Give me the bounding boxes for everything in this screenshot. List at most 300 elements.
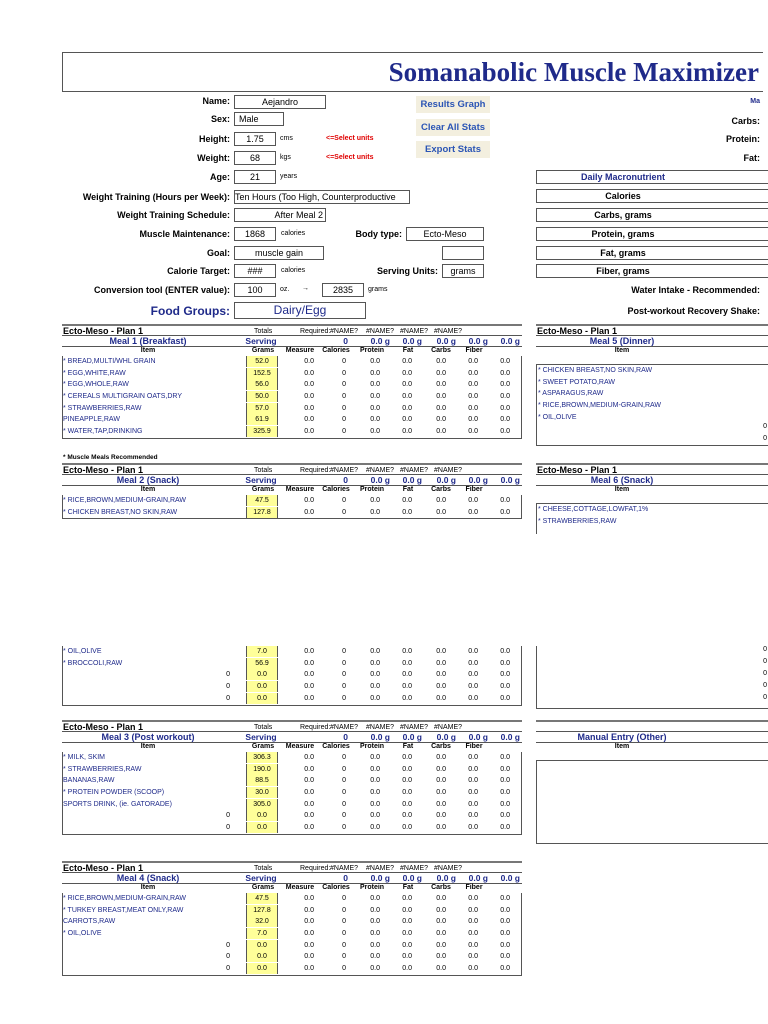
item-name[interactable]: * PROTEIN POWDER (SCOOP) xyxy=(63,789,165,797)
name-error: #NAME? xyxy=(330,467,359,474)
item-name[interactable]: * MILK, SKIM xyxy=(63,754,106,761)
item-name[interactable]: SPORTS DRINK, (ie. GATORADE) xyxy=(63,800,172,808)
list-item[interactable]: * SWEET POTATO,RAW xyxy=(538,378,616,386)
name-label: Name: xyxy=(202,96,230,106)
totals-label: Totals xyxy=(254,328,273,335)
macro-value: 0.0 xyxy=(500,800,510,808)
macro-value: 0.0 xyxy=(468,497,478,504)
calories-total: 0 xyxy=(343,336,348,346)
col-header: Fiber xyxy=(465,884,483,891)
macro-value: 0.0 xyxy=(370,671,380,679)
zero-value: 0 xyxy=(226,953,230,961)
macro-value: 0.0 xyxy=(500,754,510,761)
macro-value: 0.0 xyxy=(436,824,446,832)
calories-total: 0 xyxy=(343,475,348,485)
name-field[interactable]: Aejandro xyxy=(234,95,326,109)
macro-value: 0.0 xyxy=(402,404,412,412)
age-field[interactable]: 21 xyxy=(234,170,276,184)
col-header: Fat xyxy=(402,347,414,354)
table-row[interactable] xyxy=(62,669,522,681)
table-row[interactable] xyxy=(62,414,522,426)
water-intake-label: Water Intake - Recommended: xyxy=(631,285,760,295)
goal-field[interactable]: muscle gain xyxy=(234,246,324,260)
table-row[interactable] xyxy=(62,507,522,519)
calories-value: 0 xyxy=(342,800,346,808)
macro-value: 0.0 xyxy=(500,508,510,516)
col-header: Item xyxy=(140,743,156,750)
macro-header: Ma xyxy=(750,98,760,105)
macro-value: 0.0 xyxy=(370,754,380,761)
plan-name: Ecto-Meso - Plan 1 xyxy=(63,465,144,475)
zero-value: 0 xyxy=(226,824,230,832)
meal6-items xyxy=(536,503,768,534)
item-name[interactable]: * BROCCOLI,RAW xyxy=(63,659,123,667)
table-row[interactable] xyxy=(62,658,522,670)
table-row[interactable] xyxy=(62,764,522,776)
list-item[interactable]: * ASPARAGUS,RAW xyxy=(538,390,604,398)
macro-value: 0.0 xyxy=(500,824,510,832)
required-label: Required: xyxy=(300,724,331,731)
col-header: Fat xyxy=(402,743,414,750)
grams-input[interactable]: 0.0 xyxy=(246,810,278,821)
col-header: Calories xyxy=(322,743,350,750)
export-stats-button[interactable]: Export Stats xyxy=(416,141,490,158)
calories-value: 0 xyxy=(342,428,346,436)
table-row[interactable] xyxy=(62,681,522,693)
macro-value: 0.0 xyxy=(500,812,510,820)
col-header: Measure xyxy=(285,347,315,354)
grams-input[interactable]: 305.0 xyxy=(246,799,278,810)
table-row[interactable] xyxy=(62,426,522,438)
measure-value: 0.0 xyxy=(304,694,314,702)
meal-title: Meal 2 (Snack) xyxy=(116,475,180,485)
calories-value: 0 xyxy=(342,777,346,785)
macro-value: 0.0 xyxy=(468,918,478,926)
macro-value: 0.0 xyxy=(370,918,380,926)
macro-value: 0.0 xyxy=(436,381,446,389)
macro-value: 0.0 xyxy=(436,393,446,401)
grams-input[interactable]: 61.9 xyxy=(246,414,278,425)
macro-value: 0.0 xyxy=(402,941,412,949)
clear-all-stats-button[interactable]: Clear All Stats xyxy=(416,119,490,136)
measure-value: 0.0 xyxy=(304,404,314,412)
item-name[interactable]: * RICE,BROWN,MEDIUM-GRAIN,RAW xyxy=(63,895,187,902)
calories-value: 0 xyxy=(342,754,346,761)
list-item[interactable]: * OIL,OLIVE xyxy=(538,413,577,421)
zero-value: 0 xyxy=(763,682,767,689)
macro-value: 0.0 xyxy=(500,648,510,655)
list-item[interactable]: * RICE,BROWN,MEDIUM-GRAIN,RAW xyxy=(538,402,662,410)
macro-value: 0.0 xyxy=(436,648,446,655)
macro-value: 0.0 xyxy=(500,358,510,365)
table-row[interactable] xyxy=(62,495,522,507)
col-header: Protein xyxy=(359,884,385,891)
table-row[interactable] xyxy=(62,693,522,705)
macro-value: 0.0 xyxy=(500,369,510,377)
col-header: Measure xyxy=(285,743,315,750)
meal5-items xyxy=(536,364,768,446)
macro-total: 0.0 g xyxy=(370,873,390,883)
grams-input[interactable]: 127.8 xyxy=(246,905,278,916)
calories-value: 0 xyxy=(342,381,346,389)
manual-entry-items[interactable] xyxy=(536,760,768,844)
macro-value: 0.0 xyxy=(402,930,412,938)
measure-value: 0.0 xyxy=(304,358,314,365)
macro-value: 0.0 xyxy=(436,777,446,785)
macro-value: 0.0 xyxy=(370,428,380,436)
grams-input[interactable]: 56.9 xyxy=(246,658,278,669)
item-name[interactable]: * OIL,OLIVE xyxy=(63,648,102,655)
height-label: Height: xyxy=(199,134,230,144)
zero-value: 0 xyxy=(226,812,230,820)
training-field[interactable]: Ten Hours (Too High, Counterproductive xyxy=(234,190,410,204)
grams-input[interactable]: 30.0 xyxy=(246,787,278,798)
grams-input[interactable]: 56.0 xyxy=(246,379,278,390)
select-units-hint-weight: <=Select units xyxy=(326,154,374,161)
table-row[interactable] xyxy=(62,752,522,764)
grams-input[interactable]: 0.0 xyxy=(246,963,278,974)
macro-value: 0.0 xyxy=(500,965,510,973)
select-units-hint-height: <=Select units xyxy=(326,135,374,142)
measure-value: 0.0 xyxy=(304,800,314,808)
macro-value: 0.0 xyxy=(402,683,412,691)
measure-value: 0.0 xyxy=(304,941,314,949)
bodytype-field[interactable]: Ecto-Meso xyxy=(406,227,484,241)
macro-value: 0.0 xyxy=(370,777,380,785)
grams-input[interactable]: 190.0 xyxy=(246,764,278,775)
zero-value: 0 xyxy=(763,646,767,653)
measure-value: 0.0 xyxy=(304,671,314,679)
calories-value: 0 xyxy=(342,694,346,702)
macro-value: 0.0 xyxy=(436,906,446,914)
macro-value: 0.0 xyxy=(500,953,510,961)
macro-value: 0.0 xyxy=(402,416,412,424)
item-name[interactable]: * STRAWBERRIES,RAW xyxy=(63,404,142,412)
page-break xyxy=(48,534,768,646)
target-label: Calorie Target: xyxy=(167,266,230,276)
macro-value: 0.0 xyxy=(468,789,478,797)
measure-value: 0.0 xyxy=(304,683,314,691)
macro-value: 0.0 xyxy=(402,381,412,389)
macro-value: 0.0 xyxy=(468,824,478,832)
fat-label: Fat: xyxy=(743,153,760,163)
col-header: Grams xyxy=(251,347,275,354)
grams-input[interactable]: 325.9 xyxy=(246,426,278,437)
weight-label: Weight: xyxy=(197,153,230,163)
macro-value: 0.0 xyxy=(436,683,446,691)
calories-value: 0 xyxy=(342,789,346,797)
meal6-items-continued xyxy=(536,646,768,709)
calories-value: 0 xyxy=(342,497,346,504)
grams-input[interactable]: 0.0 xyxy=(246,693,278,704)
macro-value: 0.0 xyxy=(402,671,412,679)
table-row[interactable] xyxy=(62,646,522,658)
grams-input[interactable]: 0.0 xyxy=(246,940,278,951)
calories-box: Calories xyxy=(536,189,768,203)
table-row[interactable] xyxy=(62,928,522,940)
totals-label: Totals xyxy=(254,724,273,731)
training-label: Weight Training (Hours per Week): xyxy=(82,192,230,202)
item-name[interactable]: PINEAPPLE,RAW xyxy=(63,416,120,424)
grams-input[interactable]: 52.0 xyxy=(246,356,278,367)
name-error: #NAME? xyxy=(366,724,395,731)
macro-value: 0.0 xyxy=(468,369,478,377)
macro-value: 0.0 xyxy=(468,381,478,389)
macro-value: 0.0 xyxy=(436,953,446,961)
macro-value: 0.0 xyxy=(468,683,478,691)
macro-value: 0.0 xyxy=(468,671,478,679)
serving-label: Serving Units: xyxy=(376,266,438,276)
item-name[interactable]: * BREAD,MULTI/WHL GRAIN xyxy=(63,358,156,365)
col-header: Protein xyxy=(359,743,385,750)
item-name[interactable]: CARROTS,RAW xyxy=(63,918,116,926)
table-row[interactable] xyxy=(62,893,522,905)
macro-value: 0.0 xyxy=(500,381,510,389)
calories-value: 0 xyxy=(342,659,346,667)
height-field[interactable]: 1.75 xyxy=(234,132,276,146)
macro-value: 0.0 xyxy=(500,404,510,412)
macro-value: 0.0 xyxy=(370,906,380,914)
macro-total: 0.0 g xyxy=(500,475,520,485)
item-name[interactable]: * TURKEY BREAST,MEAT ONLY,RAW xyxy=(63,906,184,914)
calories-value: 0 xyxy=(342,648,346,655)
recommended-note: * Muscle Meals Recommended xyxy=(63,454,158,461)
calories-total: 0 xyxy=(343,873,348,883)
col-header: Protein xyxy=(359,347,385,354)
grams-input[interactable]: 127.8 xyxy=(246,507,278,518)
list-item[interactable]: * CHICKEN BREAST,NO SKIN,RAW xyxy=(538,367,653,374)
meal5-title: Meal 5 (Dinner) xyxy=(589,336,655,346)
grams-input[interactable]: 0.0 xyxy=(246,951,278,962)
name-error: #NAME? xyxy=(366,865,395,872)
macro-value: 0.0 xyxy=(436,812,446,820)
macro-value: 0.0 xyxy=(436,416,446,424)
macro-value: 0.0 xyxy=(500,416,510,424)
macro-value: 0.0 xyxy=(370,765,380,773)
required-label: Required: xyxy=(300,865,331,872)
name-error: #NAME? xyxy=(434,328,463,335)
grams-input[interactable]: 7.0 xyxy=(246,646,278,657)
table-row[interactable] xyxy=(62,951,522,963)
macro-value: 0.0 xyxy=(500,918,510,926)
macro-value: 0.0 xyxy=(402,789,412,797)
serving-field[interactable]: grams xyxy=(442,264,484,278)
grams-input[interactable]: 0.0 xyxy=(246,681,278,692)
table-row[interactable] xyxy=(62,787,522,799)
item-name[interactable]: * STRAWBERRIES,RAW xyxy=(63,765,142,773)
item-name[interactable]: * OIL,OLIVE xyxy=(63,930,102,938)
protein-grams-box: Protein, grams xyxy=(536,227,768,241)
schedule-field[interactable]: After Meal 2 xyxy=(234,208,326,222)
fat-grams-box: Fat, grams xyxy=(536,246,768,260)
macro-value: 0.0 xyxy=(370,416,380,424)
table-row[interactable] xyxy=(62,356,522,368)
calories-value: 0 xyxy=(342,941,346,949)
macro-total: 0.0 g xyxy=(436,732,456,742)
age-label: Age: xyxy=(210,172,230,182)
zero-value: 0 xyxy=(226,671,230,679)
macro-value: 0.0 xyxy=(370,941,380,949)
name-error: #NAME? xyxy=(434,724,463,731)
col-header: Fat xyxy=(402,884,414,891)
macro-value: 0.0 xyxy=(436,754,446,761)
col-header: Fiber xyxy=(465,743,483,750)
blank-field[interactable] xyxy=(442,246,484,260)
grams-input[interactable]: 306.3 xyxy=(246,752,278,763)
grams-input[interactable]: 32.0 xyxy=(246,916,278,927)
macro-value: 0.0 xyxy=(468,404,478,412)
macro-value: 0.0 xyxy=(436,895,446,902)
item-name[interactable]: * CEREALS MULTIGRAIN OATS,DRY xyxy=(63,393,183,401)
grams-input[interactable]: 0.0 xyxy=(246,669,278,680)
macro-value: 0.0 xyxy=(500,671,510,679)
macro-value: 0.0 xyxy=(370,508,380,516)
grams-input[interactable]: 0.0 xyxy=(246,822,278,833)
grams-input[interactable]: 88.5 xyxy=(246,775,278,786)
foodgroups-label: Food Groups: xyxy=(150,304,230,318)
macro-value: 0.0 xyxy=(468,659,478,667)
zero-value: 0 xyxy=(763,670,767,677)
macro-value: 0.0 xyxy=(468,895,478,902)
manual-col-item: Item xyxy=(614,743,630,750)
macro-value: 0.0 xyxy=(468,953,478,961)
foodgroups-select[interactable]: Dairy/Egg xyxy=(234,302,366,319)
macro-value: 0.0 xyxy=(500,906,510,914)
macro-value: 0.0 xyxy=(468,393,478,401)
recovery-shake-label: Post-workout Recovery Shake: xyxy=(627,306,760,316)
measure-value: 0.0 xyxy=(304,369,314,377)
macro-total: 0.0 g xyxy=(468,732,488,742)
macro-value: 0.0 xyxy=(370,812,380,820)
macro-value: 0.0 xyxy=(402,895,412,902)
macro-value: 0.0 xyxy=(370,404,380,412)
macro-value: 0.0 xyxy=(370,895,380,902)
carbs-grams-box: Carbs, grams xyxy=(536,208,768,222)
grams-input[interactable]: 152.5 xyxy=(246,368,278,379)
name-error: #NAME? xyxy=(400,467,429,474)
table-row[interactable] xyxy=(62,775,522,787)
macro-value: 0.0 xyxy=(370,953,380,961)
macro-total: 0.0 g xyxy=(370,475,390,485)
carbs-label: Carbs: xyxy=(731,116,760,126)
macro-value: 0.0 xyxy=(402,428,412,436)
macro-value: 0.0 xyxy=(500,930,510,938)
measure-value: 0.0 xyxy=(304,754,314,761)
measure-value: 0.0 xyxy=(304,777,314,785)
table-row[interactable] xyxy=(62,391,522,403)
macro-value: 0.0 xyxy=(500,941,510,949)
name-error: #NAME? xyxy=(366,467,395,474)
calories-value: 0 xyxy=(342,930,346,938)
weight-field[interactable]: 68 xyxy=(234,151,276,165)
totals-label: Totals xyxy=(254,865,273,872)
conversion-in-unit: oz. xyxy=(280,286,290,293)
item-name[interactable]: BANANAS,RAW xyxy=(63,777,115,785)
required-label: Required: xyxy=(300,467,331,474)
grams-input[interactable]: 50.0 xyxy=(246,391,278,402)
sex-field[interactable]: Male xyxy=(234,112,284,126)
conversion-arrow: → xyxy=(302,285,309,292)
col-header: Carbs xyxy=(431,486,451,493)
macro-value: 0.0 xyxy=(370,393,380,401)
table-row[interactable] xyxy=(62,940,522,952)
list-item[interactable]: * CHEESE,COTTAGE,LOWFAT,1% xyxy=(538,506,649,513)
grams-input[interactable]: 47.5 xyxy=(246,893,278,904)
meal6-plan-name: Ecto-Meso - Plan 1 xyxy=(537,465,618,475)
table-row[interactable] xyxy=(62,905,522,917)
col-header: Fiber xyxy=(465,486,483,493)
grams-input[interactable]: 57.0 xyxy=(246,403,278,414)
calories-value: 0 xyxy=(342,765,346,773)
table-row[interactable] xyxy=(62,368,522,380)
macro-value: 0.0 xyxy=(436,918,446,926)
meal-title: Meal 1 (Breakfast) xyxy=(109,336,187,346)
conversion-output: 2835 xyxy=(322,283,364,297)
col-header: Calories xyxy=(322,884,350,891)
table-row[interactable] xyxy=(62,963,522,975)
grams-input[interactable]: 7.0 xyxy=(246,928,278,939)
macro-value: 0.0 xyxy=(468,800,478,808)
col-header: Fiber xyxy=(465,347,483,354)
macro-value: 0.0 xyxy=(468,812,478,820)
table-row[interactable] xyxy=(62,379,522,391)
calories-value: 0 xyxy=(342,906,346,914)
item-name[interactable]: * WATER,TAP,DRINKING xyxy=(63,428,143,436)
macro-value: 0.0 xyxy=(468,906,478,914)
totals-label: Totals xyxy=(254,467,273,474)
list-item[interactable]: * STRAWBERRIES,RAW xyxy=(538,517,617,525)
item-name[interactable]: * EGG,WHITE,RAW xyxy=(63,369,126,377)
macro-value: 0.0 xyxy=(468,428,478,436)
calories-value: 0 xyxy=(342,508,346,516)
measure-value: 0.0 xyxy=(304,497,314,504)
table-row[interactable] xyxy=(62,403,522,415)
macro-total: 0.0 g xyxy=(468,336,488,346)
calories-value: 0 xyxy=(342,416,346,424)
measure-value: 0.0 xyxy=(304,930,314,938)
meal5-col-item: Item xyxy=(614,347,630,354)
measure-value: 0.0 xyxy=(304,381,314,389)
item-name[interactable]: * RICE,BROWN,MEDIUM-GRAIN,RAW xyxy=(63,497,187,504)
table-row[interactable] xyxy=(62,810,522,822)
measure-value: 0.0 xyxy=(304,428,314,436)
height-unit: cms xyxy=(280,135,293,142)
grams-input[interactable]: 47.5 xyxy=(246,495,278,506)
conversion-input[interactable]: 100 xyxy=(234,283,276,297)
calories-value: 0 xyxy=(342,895,346,902)
macro-total: 0.0 g xyxy=(468,475,488,485)
calories-total: 0 xyxy=(343,732,348,742)
results-graph-button[interactable]: Results Graph xyxy=(416,96,490,113)
item-name[interactable]: * EGG,WHOLE,RAW xyxy=(63,381,129,389)
col-header: Measure xyxy=(285,884,315,891)
name-error: #NAME? xyxy=(400,328,429,335)
meal6-col-item: Item xyxy=(614,486,630,493)
table-row[interactable] xyxy=(62,822,522,834)
item-name[interactable]: * CHICKEN BREAST,NO SKIN,RAW xyxy=(63,508,178,516)
calories-value: 0 xyxy=(342,918,346,926)
table-row[interactable] xyxy=(62,916,522,928)
sex-label: Sex: xyxy=(210,114,230,124)
name-error: #NAME? xyxy=(400,724,429,731)
table-row[interactable] xyxy=(62,799,522,811)
zero-value: 0 xyxy=(763,423,767,430)
macro-total: 0.0 g xyxy=(402,336,422,346)
serving-label: Serving xyxy=(245,732,277,742)
col-header: Carbs xyxy=(431,347,451,354)
name-error: #NAME? xyxy=(330,328,359,335)
title-box xyxy=(62,52,763,92)
